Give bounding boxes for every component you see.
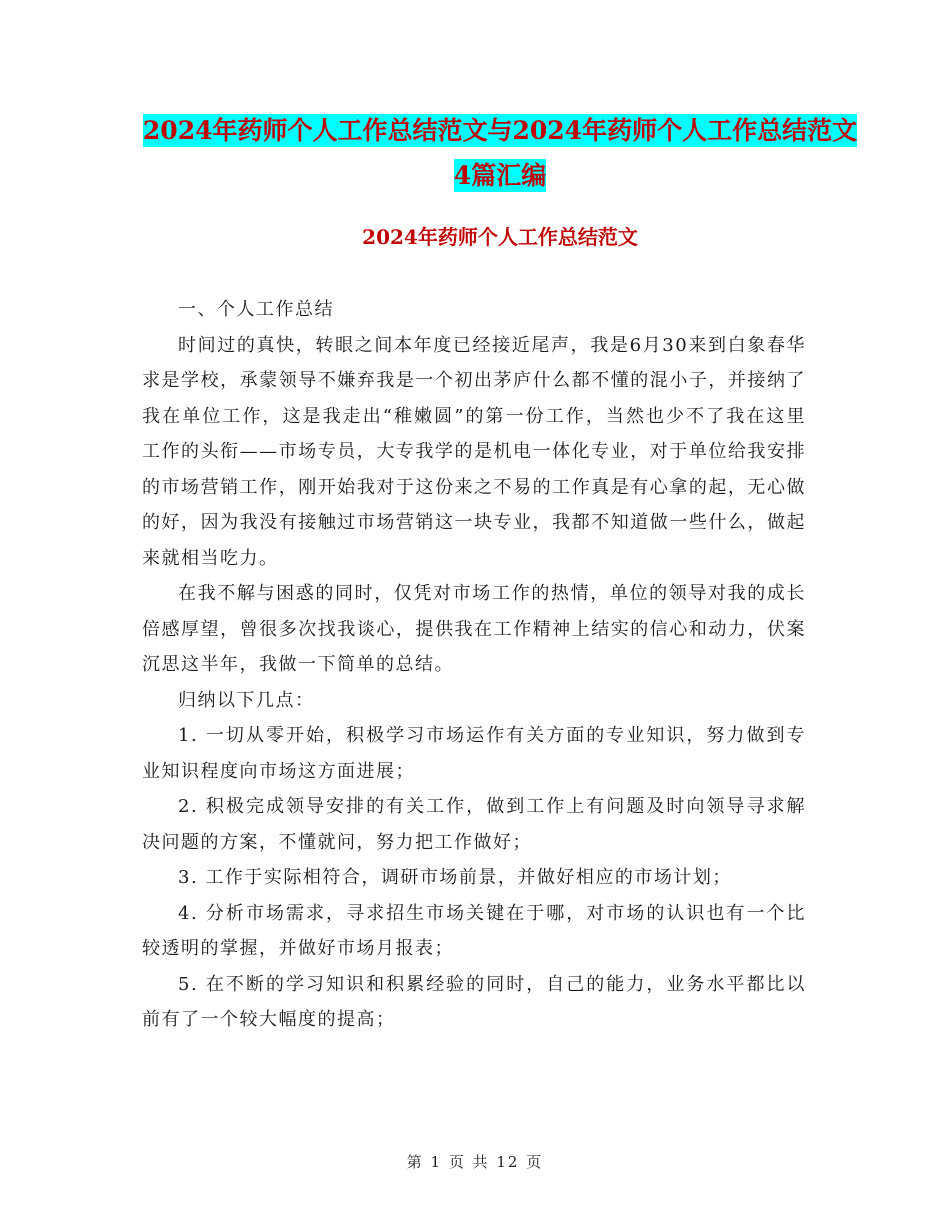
list-item: 2. 积极完成领导安排的有关工作，做到工作上有问题及时向领导寻求解决问题的方案，不懂就问，努力把工作做好； (142, 796, 806, 853)
paragraph: 归纳以下几点： (178, 689, 315, 711)
document-body (142, 292, 806, 1038)
section-heading: 一、个人工作总结 (178, 299, 334, 320)
paragraph: 在我不解与困惑的同时，仅凭对市场工作的热情，单位的领导对我的成长倍感厚望，曾很多次找我谈心，提供我在工作精神上结实的信心和动力，伏案沉思这半年，我做一下简单的总结。 (142, 583, 806, 675)
list-item: 5. 在不断的学习知识和积累经验的同时，自己的能力，业务水平都比以前有了一个较大幅度的提高； (142, 973, 806, 1030)
document-title (140, 108, 860, 198)
page-number: 1 (430, 1153, 443, 1171)
page-label-suffix: 页 (526, 1153, 544, 1171)
list-item: 3. 工作于实际相符合，调研市场前景，并做好相应的市场计划； (178, 867, 732, 888)
paragraph: 时间过的真快，转眼之间本年度已经接近尾声，我是6月30来到白象春华求是学校，承蒙领导不嫌弃我是一个初出茅庐什么都不懂的混小子，并接纳了我在单位工作，这是我走出“稚嫩圆”的第一份工作，当然也少不了我在这里工作的头衔——市场专员，大专我学的是机电一体化专业，对于单位给我安排的市场营销工作，刚开始我对于这份来之不易的工作真是有心拿的起，无心做的好，因为我没有接触过市场营销这一块专业，我都不知道做一些什么，做起来就相当吃力。 (142, 334, 806, 569)
section-title: 2024年药师个人工作总结范文 (362, 225, 638, 249)
list-item: 1. 一切从零开始，积极学习市场运作有关方面的专业知识，努力做到专业知识程度向市场这方面进展； (142, 725, 806, 782)
document-title-text: 2024年药师个人工作总结范文与2024年药师个人工作总结范文4篇汇编 (142, 116, 858, 190)
page-label-mid: 页 共 (448, 1153, 490, 1171)
list-item: 4. 分析市场需求，寻求招生市场关键在于哪，对市场的认识也有一个比较透明的掌握，并做好市场月报表； (142, 902, 806, 959)
page-label-prefix: 第 (406, 1153, 424, 1171)
page-footer (0, 1152, 950, 1172)
total-pages: 12 (496, 1153, 520, 1171)
